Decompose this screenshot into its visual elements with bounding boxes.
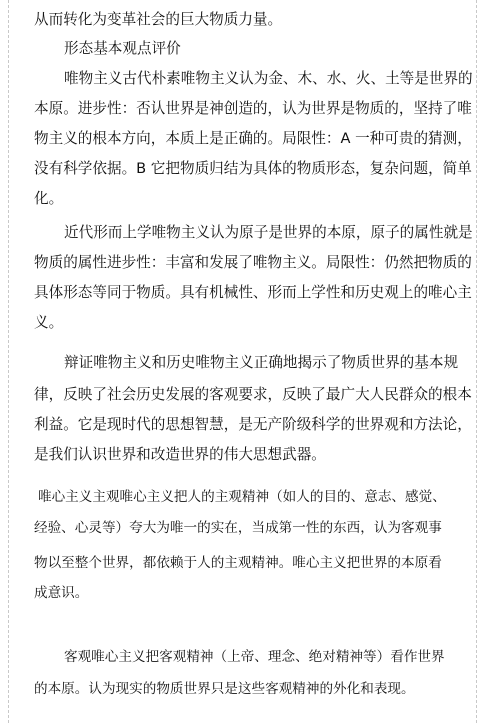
- paragraph-line: 近代形而上学唯物主义认为原子是世界的本原，原子的属性就是: [64, 224, 473, 241]
- paragraph-line: 利益。它是现时代的思想智慧，是无产阶级科学的世界观和方法论，: [34, 416, 472, 433]
- paragraph-line: 从而转化为变革社会的巨大物质力量。: [34, 11, 283, 28]
- section-heading: 形态基本观点评价: [64, 40, 181, 57]
- paragraph-line: 是我们认识世界和改造世界的伟大思想武器。: [34, 446, 326, 463]
- paragraph-line: 化。: [34, 190, 64, 207]
- paragraph-line: 的本原。认为现实的物质世界只是这些客观精神的外化和表现。: [34, 681, 415, 697]
- paragraph-line: 辩证唯物主义和历史唯物主义正确地揭示了物质世界的基本规: [64, 354, 459, 371]
- paragraph-line: 客观唯心主义把客观精神（上帝、理念、绝对精神等）看作世界: [64, 649, 445, 665]
- paragraph-line: 成意识。: [34, 585, 89, 601]
- paragraph-line: 物主义的根本方向，本质上是正确的。局限性：A 一种可贵的猜测，: [34, 130, 472, 147]
- paragraph-line: 物以至整个世界，都依赖于人的主观精神。唯心主义把世界的本原看: [34, 555, 442, 571]
- paragraph-line: 唯心主义主观唯心主义把人的主观精神（如人的目的、意志、感觉、: [38, 489, 446, 505]
- paragraph-line: 物质的属性进步性：丰富和发展了唯物主义。局限性：仍然把物质的: [34, 254, 472, 271]
- paragraph-line: 没有科学依据。B 它把物质归结为具体的物质形态，复杂问题，简单: [34, 160, 472, 177]
- paragraph-line: 义。: [34, 314, 64, 331]
- paragraph-line: 律，反映了社会历史发展的客观要求，反映了最广大人民群众的根本: [34, 386, 472, 403]
- paragraph-line: 经验、心灵等）夸大为唯一的实在，当成第一性的东西，认为客观事: [34, 520, 442, 536]
- paragraph-line: 具体形态等同于物质。具有机械性、形而上学性和历史观上的唯心主: [34, 284, 472, 301]
- paragraph-line: 唯物主义古代朴素唯物主义认为金、木、水、火、土等是世界的: [64, 70, 473, 87]
- paragraph-line: 本原。进步性：否认世界是神创造的，认为世界是物质的，坚持了唯: [34, 100, 472, 117]
- left-margin-guide: [8, 0, 10, 723]
